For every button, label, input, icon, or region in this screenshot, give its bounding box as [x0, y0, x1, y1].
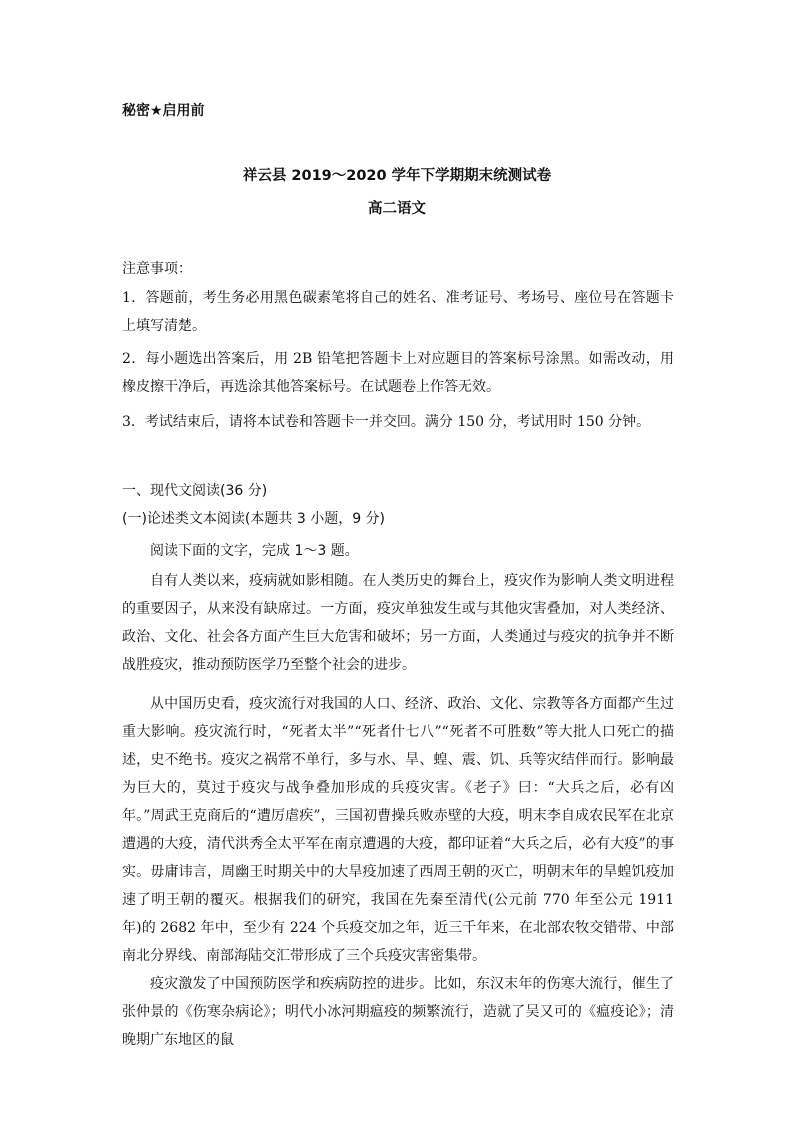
passage-paragraph-3: 疫灾激发了中国预防医学和疾病防控的进步。比如，东汉末年的伤寒大流行，催生了张仲景的《伤寒杂病论》；明代小冰河期瘟疫的频繁流行，造就了吴又可的《瘟疫论》；清晚期广东地区的鼠 [122, 976, 674, 1048]
subsection-heading: (一)论述类文本阅读(本题共 3 小题，9 分) [122, 511, 386, 527]
exam-title: 祥云县 2019～2020 学年下学期期末统测试卷 [242, 168, 552, 184]
passage-paragraph-1: 自有人类以来，疫病就如影相随。在人类历史的舞台上，疫灾作为影响人类文明进程的重要因子，从来没有缺席过。一方面，疫灾单独发生或与其他灾害叠加，对人类经济、政治、文化、社会各方面产生巨大危害和破坏；另一方面，人类通过与疫灾的抗争并不断战胜疫灾，推动预防医学乃至整个社会的进步。 [122, 573, 674, 673]
exam-subject: 高二语文 [368, 201, 426, 217]
note-item-1: 1．答题前，考生务必用黑色碳素笔将自己的姓名、准考证号、考场号、座位号在答题卡上填写清楚。 [122, 290, 674, 334]
confidential-label: 秘密★启用前 [122, 103, 205, 119]
note-item-2: 2．每小题选出答案后，用 2B 铅笔把答题卡上对应题目的答案标号涂黑。如需改动，用橡皮擦干净后，再选涂其他答案标号。在试题卷上作答无效。 [122, 351, 674, 395]
section-heading: 一、现代文阅读(36 分) [122, 483, 268, 499]
passage-paragraph-2: 从中国历史看，疫灾流行对我国的人口、经济、政治、文化、宗教等各方面都产生过重大影响。疫灾流行时，“死者太半”“死者什七八”“死者不可胜数”等大批人口死亡的描述，史不绝书。疫灾之祸常不单行，多与水、旱、蝗、震、饥、兵等灾结伴而行。影响最为巨大的，莫过于疫灾与战争叠加形成的兵疫灾害。《老子》曰：“大兵之后，必有凶年。”周武王克商后的“遭厉虐疾”，三国初曹操兵败赤壁的大疫，明末李自成农民军在北京遭遇的大疫，清代洪秀全太平军在南京遭遇的大疫，都印证着“大兵之后，必有大疫”的事实。毋庸讳言，周幽王时期关中的大旱疫加速了西周王朝的灭亡，明朝末年的旱蝗饥疫加速了明王朝的覆灭。根据我们的研究，我国在先秦至清代(公元前 770 年至公元 1911 年)的 2682 年中，至少有 224 个兵疫交加之年，近三千年来，在北部农牧交错带、中部南北分界线、南部海陆交汇带形成了三个兵疫灾害密集带。 [122, 696, 674, 964]
reading-instruction: 阅读下面的文字，完成 1～3 题。 [150, 543, 359, 559]
note-item-3: 3．考试结束后，请将本试卷和答题卡一并交回。满分 150 分，考试用时 150 分钟。 [122, 414, 651, 430]
notes-heading: 注意事项： [122, 261, 192, 277]
